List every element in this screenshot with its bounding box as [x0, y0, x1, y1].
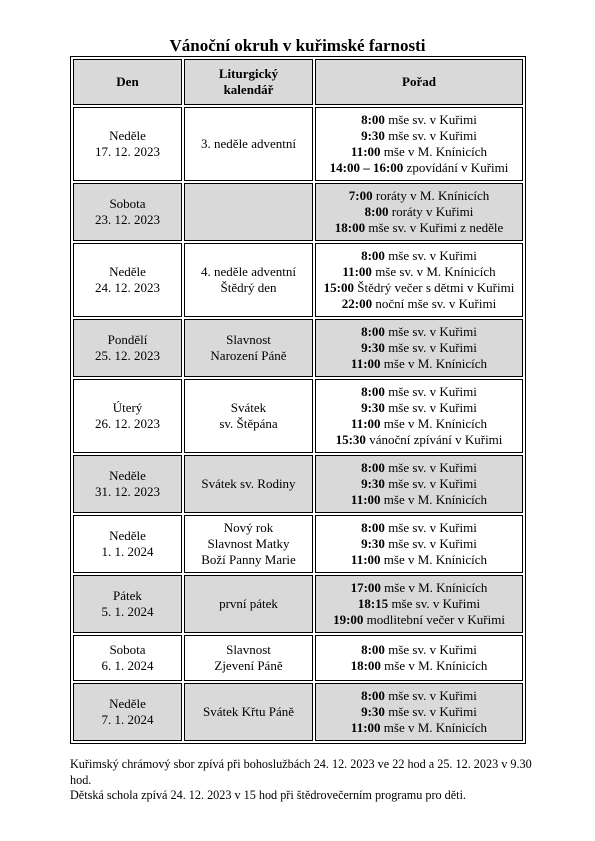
program-event: [318, 128, 520, 144]
event-text: mše sv. v Kuřimi: [384, 128, 477, 143]
event-time: 9:30: [361, 704, 385, 719]
program-event: [318, 264, 520, 280]
day-cell: [73, 107, 182, 181]
event-text: mše v M. Knínicích: [380, 416, 488, 431]
table-row: [73, 575, 523, 633]
program-event: [318, 432, 520, 448]
program-event: [318, 144, 520, 160]
schedule-table: [70, 56, 526, 744]
event-text: mše sv. v Kuřimi: [384, 324, 477, 339]
header-program: Pořad: [315, 59, 523, 105]
liturgy-line: Boží Panny Marie: [201, 552, 296, 567]
event-time: 9:30: [361, 128, 385, 143]
liturgy-line: 3. neděle adventní: [201, 136, 296, 151]
event-text: mše sv. v Kuřimi: [384, 384, 477, 399]
header-liturgy: [184, 59, 313, 105]
program-event: [318, 580, 520, 596]
event-text: mše sv. v Kuřimi: [384, 536, 477, 551]
event-time: 9:30: [361, 476, 385, 491]
program-event: [318, 188, 520, 204]
table-row: [73, 515, 523, 573]
event-time: 7:00: [348, 188, 373, 203]
event-text: mše sv. v Kuřimi: [384, 704, 477, 719]
event-time: 8:00: [361, 460, 385, 475]
program-event: [318, 688, 520, 704]
event-time: 11:00: [350, 720, 381, 735]
day-date: 5. 1. 2024: [101, 604, 154, 619]
program-event: [318, 536, 520, 552]
event-time: 22:00: [341, 296, 373, 311]
program-event: [318, 612, 520, 628]
day-cell: [73, 455, 182, 513]
event-time: 8:00: [361, 642, 385, 657]
program-event: [318, 416, 520, 432]
program-event: [318, 642, 520, 658]
day-name: Pátek: [113, 588, 142, 603]
day-name: Neděle: [109, 696, 146, 711]
day-date: 1. 1. 2024: [101, 544, 154, 559]
program-event: [318, 160, 520, 176]
day-cell: [73, 379, 182, 453]
liturgy-line: Svátek sv. Rodiny: [201, 476, 296, 491]
table-row: [73, 635, 523, 681]
table-header-row: [73, 59, 523, 105]
day-cell: [73, 243, 182, 317]
note-choir: Kuřimský chrámový sbor zpívá při bohoslužbách 24. 12. 2023 ve 22 hod a 25. 12. 2023 v 9.30 hod.: [70, 757, 532, 787]
day-date: 25. 12. 2023: [95, 348, 160, 363]
program-event: [318, 476, 520, 492]
liturgy-line: Slavnost: [226, 642, 271, 657]
event-text: mše sv. v M. Knínicích: [371, 264, 496, 279]
table-row: [73, 107, 523, 181]
event-text: mše sv. v Kuřimi: [384, 476, 477, 491]
day-cell: [73, 683, 182, 741]
day-name: Sobota: [109, 642, 146, 657]
event-time: 11:00: [350, 492, 381, 507]
day-cell: [73, 319, 182, 377]
program-cell: [315, 455, 523, 513]
program-event: [318, 220, 520, 236]
event-text: mše sv. v Kuřimi: [384, 642, 477, 657]
table-row: [73, 379, 523, 453]
program-cell: [315, 575, 523, 633]
event-text: mše v M. Knínicích: [380, 720, 488, 735]
event-text: Štědrý večer s dětmi v Kuřimi: [354, 280, 515, 295]
day-cell: [73, 183, 182, 241]
liturgy-cell: [184, 515, 313, 573]
day-cell: [73, 635, 182, 681]
day-date: 26. 12. 2023: [95, 416, 160, 431]
event-time: 9:30: [361, 400, 385, 415]
event-text: mše sv. v Kuřimi: [384, 460, 477, 475]
liturgy-line: Svátek: [230, 400, 267, 415]
event-text: vánoční zpívání v Kuřimi: [365, 432, 503, 447]
day-date: 17. 12. 2023: [95, 144, 160, 159]
program-cell: [315, 107, 523, 181]
day-cell: [73, 515, 182, 573]
liturgy-line: Nový rok: [223, 520, 274, 535]
program-cell: [315, 515, 523, 573]
liturgy-line: Štědrý den: [220, 280, 277, 295]
event-text: mše sv. v Kuřimi: [384, 520, 477, 535]
program-event: [318, 460, 520, 476]
program-event: [318, 384, 520, 400]
event-time: 19:00: [333, 612, 364, 627]
program-event: [318, 720, 520, 736]
event-time: 18:00: [334, 220, 366, 235]
header-liturgy-label: Liturgický kalendář: [218, 66, 279, 97]
event-text: zpovídání v Kuřimi: [403, 160, 509, 175]
event-time: 17:00: [350, 580, 381, 595]
day-cell: [73, 575, 182, 633]
day-date: 23. 12. 2023: [95, 212, 160, 227]
liturgy-line: 4. neděle adventní: [201, 264, 296, 279]
schedule-body: [73, 107, 523, 741]
event-time: 8:00: [361, 324, 385, 339]
program-event: [318, 280, 520, 296]
notes: [70, 757, 532, 804]
program-cell: [315, 243, 523, 317]
event-text: mše sv. v Kuřimi: [384, 112, 477, 127]
program-cell: [315, 683, 523, 741]
liturgy-line: Slavnost Matky: [207, 536, 290, 551]
table-row: [73, 243, 523, 317]
event-time: 8:00: [361, 248, 385, 263]
day-name: Pondělí: [107, 332, 148, 347]
day-date: 31. 12. 2023: [95, 484, 160, 499]
liturgy-cell: [184, 183, 313, 241]
liturgy-cell: [184, 319, 313, 377]
day-name: Neděle: [109, 468, 146, 483]
day-name: Neděle: [109, 264, 146, 279]
event-time: 18:15: [357, 596, 389, 611]
program-event: [318, 356, 520, 372]
day-name: Úterý: [112, 400, 143, 415]
day-name: Sobota: [109, 196, 146, 211]
program-event: [318, 112, 520, 128]
program-event: [318, 520, 520, 536]
day-date: 7. 1. 2024: [101, 712, 154, 727]
event-text: mše sv. v Kuřimi: [384, 688, 477, 703]
event-text: mše v M. Knínicích: [380, 580, 488, 595]
day-name: Neděle: [109, 528, 146, 543]
event-time: 9:30: [361, 536, 385, 551]
document-title: Vánoční okruh v kuřimské farnosti: [169, 36, 426, 55]
program-event: [318, 248, 520, 264]
day-date: 6. 1. 2024: [101, 658, 154, 673]
event-time: 11:00: [342, 264, 372, 279]
event-text: roráty v Kuřimi: [388, 204, 474, 219]
header-day: Den: [73, 59, 182, 105]
program-event: [318, 340, 520, 356]
event-time: 11:00: [350, 416, 381, 431]
event-text: roráty v M. Knínicích: [372, 188, 490, 203]
liturgy-cell: [184, 455, 313, 513]
day-date: 24. 12. 2023: [95, 280, 160, 295]
event-text: modlitební večer v Kuřimi: [363, 612, 505, 627]
event-time: 8:00: [361, 112, 385, 127]
liturgy-line: první pátek: [219, 596, 278, 611]
program-event: [318, 596, 520, 612]
event-time: 8:00: [361, 384, 385, 399]
event-time: 11:00: [350, 144, 381, 159]
liturgy-cell: [184, 683, 313, 741]
program-event: [318, 552, 520, 568]
table-row: [73, 455, 523, 513]
event-text: mše sv. v Kuřimi: [384, 400, 477, 415]
event-text: mše sv. v Kuřimi: [388, 596, 481, 611]
event-time: 18:00: [350, 658, 381, 673]
liturgy-line: Svátek Křtu Páně: [203, 704, 294, 719]
event-time: 8:00: [361, 688, 385, 703]
program-event: [318, 492, 520, 508]
liturgy-cell: [184, 379, 313, 453]
program-event: [318, 204, 520, 220]
event-text: mše v M. Knínicích: [380, 144, 488, 159]
day-name: Neděle: [109, 128, 146, 143]
event-text: mše v M. Knínicích: [380, 552, 488, 567]
event-time: 15:30: [335, 432, 366, 447]
note-schola: Dětská schola zpívá 24. 12. 2023 v 15 hod při štědrovečerním programu pro děti.: [70, 788, 466, 802]
program-event: [318, 296, 520, 312]
program-event: [318, 704, 520, 720]
table-row: [73, 183, 523, 241]
event-text: mše v M. Knínicích: [380, 492, 488, 507]
liturgy-line: sv. Štěpána: [219, 416, 278, 431]
event-text: noční mše sv. v Kuřimi: [372, 296, 497, 311]
table-row: [73, 683, 523, 741]
event-time: 11:00: [350, 552, 381, 567]
event-time: 9:30: [361, 340, 385, 355]
table-row: [73, 319, 523, 377]
event-text: mše v M. Knínicích: [380, 658, 488, 673]
liturgy-line: Slavnost: [226, 332, 271, 347]
program-cell: [315, 183, 523, 241]
event-time: 8:00: [364, 204, 389, 219]
event-time: 14:00 – 16:00: [329, 160, 404, 175]
event-text: mše sv. v Kuřimi: [384, 248, 477, 263]
program-event: [318, 324, 520, 340]
liturgy-line: Narození Páně: [210, 348, 287, 363]
liturgy-cell: [184, 107, 313, 181]
event-text: mše v M. Knínicích: [380, 356, 488, 371]
program-cell: [315, 319, 523, 377]
event-time: 11:00: [350, 356, 381, 371]
liturgy-cell: [184, 635, 313, 681]
program-cell: [315, 379, 523, 453]
program-event: [318, 400, 520, 416]
event-time: 8:00: [361, 520, 385, 535]
liturgy-line: Zjevení Páně: [214, 658, 283, 673]
liturgy-cell: [184, 243, 313, 317]
liturgy-cell: [184, 575, 313, 633]
event-time: 15:00: [323, 280, 355, 295]
program-event: [318, 658, 520, 674]
program-cell: [315, 635, 523, 681]
event-text: mše sv. v Kuřimi z neděle: [365, 220, 504, 235]
event-text: mše sv. v Kuřimi: [384, 340, 477, 355]
